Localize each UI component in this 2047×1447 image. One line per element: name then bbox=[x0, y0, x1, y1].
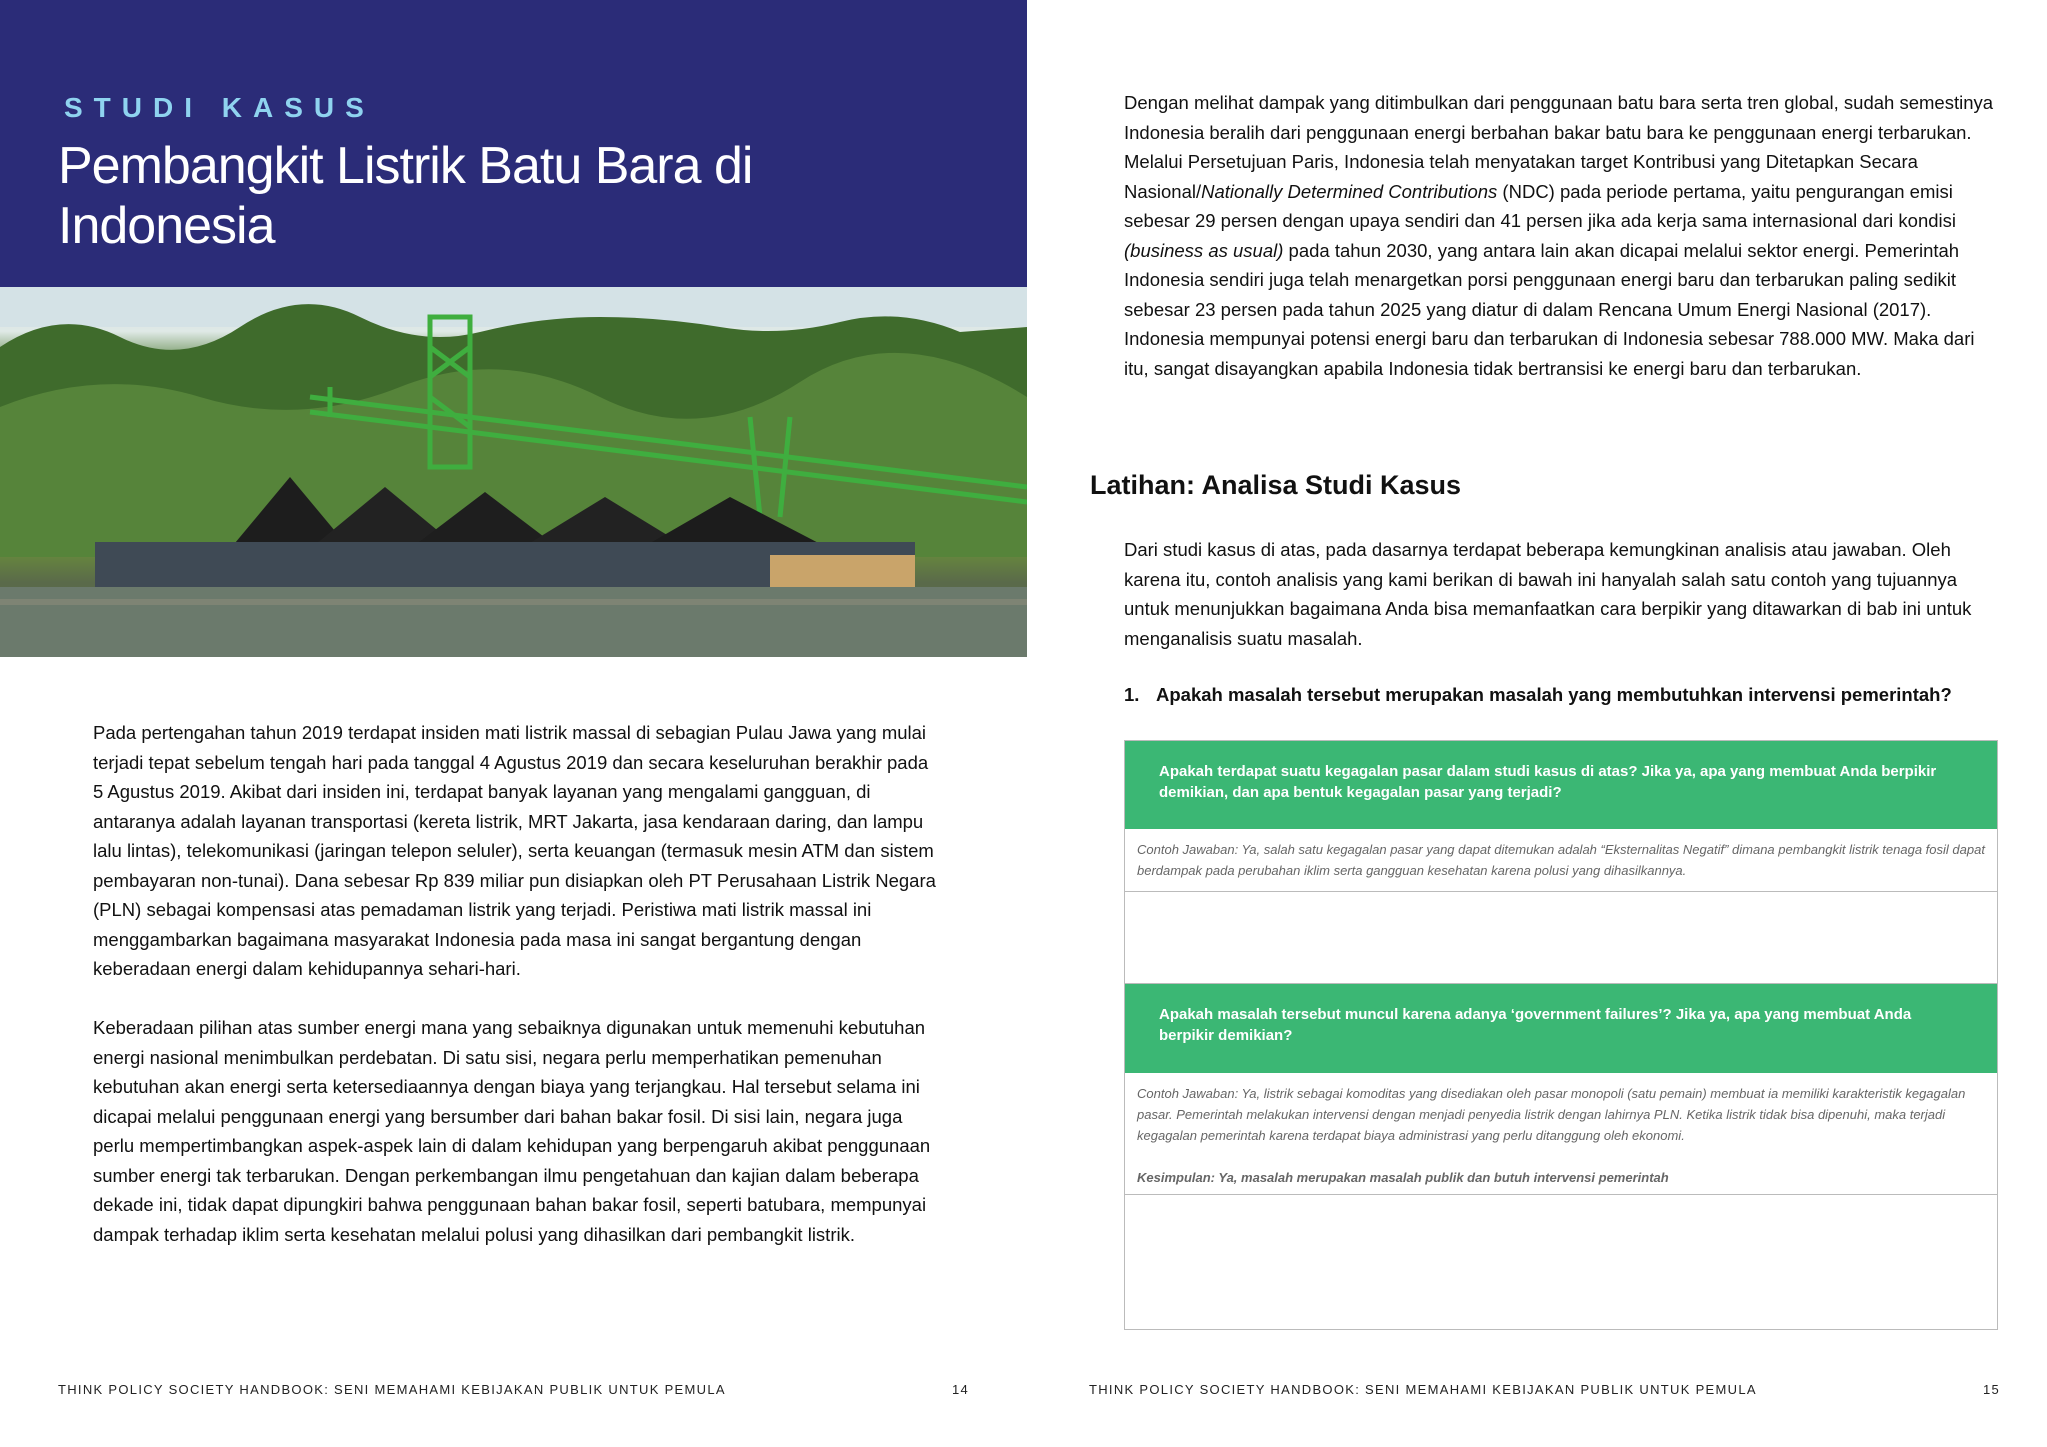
sample-answer-block bbox=[1125, 1073, 1997, 1195]
text: Nationally Determined Contributions bbox=[1201, 180, 1498, 202]
right-intro bbox=[1124, 88, 2004, 413]
prompt: Apakah terdapat suatu kegagalan pasar dalam studi kasus di atas? Jika ya, apa yang membuat Anda berpikir demikian, dan apa bentuk kegagalan pasar yang terjadi? bbox=[1125, 741, 1997, 829]
answer-box-1 bbox=[1124, 740, 1998, 985]
answer-box-2 bbox=[1124, 983, 1998, 1330]
text: pada tahun 2030, yang antara lain akan dicapai melalui sektor energi. Pemerintah Indonesia sendiri juga telah menargetkan porsi penggunaan energi baru dan terbarukan paling sedikit sebesar 23 persen pada tahun 2025 yang diatur di dalam Rencana Umum Energi Nasional (2017). Indonesia mempunyai potensi energi baru dan terbarukan di Indonesia sebesar 788.000 MW. Maka dari itu, sangat disayangkan apabila Indonesia tidak bertransisi ke energi baru dan terbarukan. bbox=[1124, 239, 1975, 379]
left-body-text bbox=[93, 718, 938, 1279]
section-kicker: STUDI KASUS bbox=[64, 92, 375, 123]
conclusion: Kesimpulan: Ya, masalah merupakan masalah publik dan butuh intervensi pemerintah bbox=[1137, 1170, 1669, 1185]
paragraph: Keberadaan pilihan atas sumber energi mana yang sebaiknya digunakan untuk memenuhi kebutuhan energi nasional menimbulkan perdebatan. Di satu sisi, negara perlu memperhatikan pemenuhan kebutuhan akan energi serta ketersediaannya dengan biaya yang terjangkau. Hal tersebut selama ini dicapai melalui penggunaan energi yang bersumber dari bahan bakar fosil. Di sisi lain, negara juga perlu mempertimbangkan aspek-aspek lain di dalam kehidupan yang berpengaruh akibat penggunaan sumber energi tak terbarukan. Dengan perkembangan ilmu pengetahuan dan kajian dalam beberapa dekade ini, tidak dapat dipungkiri bahwa penggunaan bahan bakar fosil, seperti batubara, mempunyai dampak terhadap iklim serta kesehatan melalui polusi yang dihasilkan dari pembangkit listrik. bbox=[93, 1017, 931, 1245]
footer-right: THINK POLICY SOCIETY HANDBOOK: SENI MEMAHAMI KEBIJAKAN PUBLIK UNTUK PEMULA bbox=[1089, 1382, 1757, 1397]
page-number-right: 15 bbox=[1983, 1382, 2001, 1397]
question-number: 1. bbox=[1124, 684, 1140, 705]
question-text: Apakah masalah tersebut merupakan masalah yang membutuhkan intervensi pemerintah? bbox=[1156, 684, 1952, 705]
title-banner bbox=[0, 0, 1027, 287]
question-1 bbox=[1124, 684, 1952, 706]
footer-left: THINK POLICY SOCIETY HANDBOOK: SENI MEMAHAMI KEBIJAKAN PUBLIK UNTUK PEMULA bbox=[58, 1382, 726, 1397]
paragraph: Pada pertengahan tahun 2019 terdapat insiden mati listrik massal di sebagian Pulau Jawa yang mulai terjadi tepat sebelum tengah hari pada tanggal 4 Agustus 2019 dan secara keseluruhan berakhir pada 5 Agustus 2019. Akibat dari insiden ini, terdapat banyak layanan yang mengalami gangguan, di antaranya adalah layanan transportasi (kereta listrik, MRT Jakarta, jasa kendaraan daring, dan lampu lalu lintas), telekomunikasi (jaringan telepon seluler), serta keuangan (termasuk mesin ATM dan sistem pembayaran non-tunai). Dana sebesar Rp 839 miliar pun disiapkan oleh PT Perusahaan Listrik Negara (PLN) sebagai kompensasi atas pemadaman listrik yang terjadi. Peristiwa mati listrik massal ini menggambarkan bagaimana masyarakat Indonesia pada masa ini sangat bergantung dengan keberadaan energi dalam kehidupannya sehari-hari. bbox=[93, 722, 936, 979]
sample-answer: Contoh Jawaban: Ya, salah satu kegagalan pasar yang dapat ditemukan adalah “Eksternalitas Negatif” dimana pembangkit listrik tenaga fosil dapat berdampak pada perubahan iklim serta gangguan kesehatan karena polusi yang dihasilkannya. bbox=[1125, 829, 1997, 892]
page-title: Pembangkit Listrik Batu Bara di Indonesia bbox=[58, 137, 753, 255]
exercise-intro: Dari studi kasus di atas, pada dasarnya terdapat beberapa kemungkinan analisis atau jawaban. Oleh karena itu, contoh analisis yang kami berikan di bawah ini hanyalah salah satu contoh yang tujuannya untuk menunjukkan bagaimana Anda bisa memanfaatkan cara berpikir yang ditawarkan di bab ini untuk menganalisis suatu masalah. bbox=[1124, 539, 1972, 649]
text: (business as usual) bbox=[1124, 239, 1284, 261]
page-number-left: 14 bbox=[952, 1382, 970, 1397]
text: Dengan melihat dampak yang ditimbulkan dari penggunaan batu bara serta tren global, sudah semestinya Indonesia beralih dari penggunaan energi berbahan bakar batu bara ke penggunaan energi terbarukan. Melalui Persetujuan Paris, Indonesia telah menyatakan target Kontribusi yang Ditetapkan Secara Nasional/ bbox=[1124, 92, 1994, 202]
text: (NDC) pada periode pertama, yaitu pengurangan emisi sebesar 29 persen dengan upaya sendiri dan 41 persen jika ada kerja sama internasional dari kondisi bbox=[1124, 180, 1957, 231]
sample-answer: Contoh Jawaban: Ya, listrik sebagai komoditas yang disediakan oleh pasar monopoli (satu pemain) membuat ia memiliki karakteristik kegagalan pasar. Pemerintah melakukan intervensi dengan menjadi penyedia listrik dengan lahirnya PLN. Ketika listrik tidak bisa dipenuhi, maka terjadi kegagalan pemerintah karena terdapat biaya administrasi yang perlu ditanggung oleh ekonomi. bbox=[1137, 1086, 1966, 1143]
prompt: Apakah masalah tersebut muncul karena adanya ‘government failures’? Jika ya, apa yang membuat Anda berpikir demikian? bbox=[1125, 984, 1997, 1073]
coal-barge-photo bbox=[0, 287, 1027, 657]
exercise-heading: Latihan: Analisa Studi Kasus bbox=[1090, 470, 1462, 500]
